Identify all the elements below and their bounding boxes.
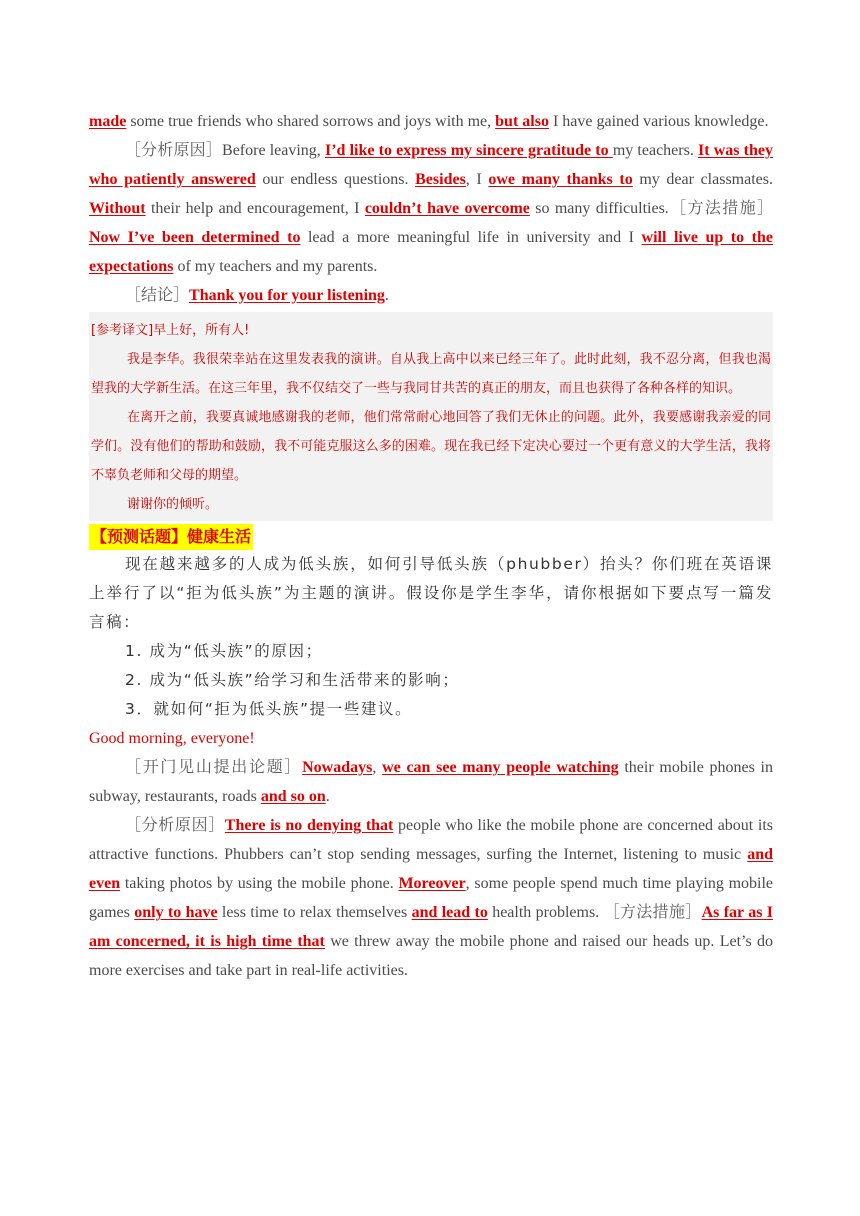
section-tag: ［分析原因］: [125, 142, 223, 159]
section-tag: ［方法措施］: [668, 200, 774, 217]
highlight-phrase: owe many thanks to: [488, 171, 633, 188]
body-text: less time to relax themselves: [217, 904, 412, 921]
translation-line: 我是李华。我很荣幸站在这里发表我的演讲。自从我上高中以来已经三年了。此时此刻，我不忍分离，但我也渴望我的大学新生活。在这三年里，我不仅结交了一些与我同甘共苦的真正的朋友，而且也获得了各种各样的知识。: [91, 352, 771, 396]
highlight-phrase: Nowadays: [302, 759, 373, 776]
highlight-phrase: but also: [495, 113, 549, 130]
highlight-phrase: Now I’ve been determined to: [89, 229, 301, 246]
reference-translation-box: [89, 312, 773, 521]
body-text: people who like the mobile phone are concerned about its attractive functions. Phubbers can’t stop sending messages, surfing the Internet, listening to music: [89, 817, 773, 863]
highlight-phrase: and even: [89, 846, 773, 892]
highlight-phrase: Moreover: [398, 875, 466, 892]
highlight-phrase: Besides: [415, 171, 466, 188]
section-tag: ［结论］: [125, 287, 190, 304]
highlight-phrase: and so on: [260, 788, 326, 805]
paragraph-topic-intro: [89, 753, 773, 811]
section-tag: ［分析原因］: [125, 817, 225, 834]
topic-heading: 【预测话题】健康生活: [89, 524, 253, 550]
highlight-phrase: made: [89, 113, 127, 130]
prompt-item: 3．就如何“拒为低头族”提一些建议。: [125, 700, 413, 718]
body-text: health problems.: [487, 904, 604, 921]
body-text: some true friends who shared sorrows and joys with me,: [126, 113, 496, 130]
greeting: Good morning, everyone!: [89, 730, 255, 747]
section-tag: ［方法措施］: [603, 904, 702, 921]
body-text: I have gained various knowledge.: [548, 113, 769, 130]
highlight-phrase: we can see many people watching: [382, 759, 619, 776]
body-text: my dear classmates.: [632, 171, 773, 188]
highlight-phrase: and lead to: [411, 904, 488, 921]
prompt-item: 1. 成为“低头族”的原因；: [125, 642, 323, 660]
highlight-phrase: couldn’t have overcome: [364, 200, 530, 217]
highlight-phrase: only to have: [134, 904, 218, 921]
paragraph-gratitude: [89, 136, 773, 281]
body-text: taking photos by using the mobile phone.: [120, 875, 399, 892]
section-tag: ［开门见山提出论题］: [125, 759, 303, 776]
prompt-intro: 现在越来越多的人成为低头族，如何引导低头族（phubber）抬头？你们班在英语课上举行了以“拒为低头族”为主题的演讲。假设你是学生李华，请你根据如下要点写一篇发言稿：: [89, 555, 773, 631]
highlight-phrase: As far as I am concerned, it is high time that: [89, 904, 773, 950]
body-text: their mobile phones in subway, restaurants, roads: [89, 759, 774, 805]
body-text: lead a more meaningful life in university and I: [300, 229, 642, 246]
body-text: my teachers.: [612, 142, 698, 159]
translation-line: [参考译文]早上好，所有人!: [91, 323, 250, 338]
highlight-phrase: Thank you for your listening: [189, 287, 385, 304]
body-text: their help and encouragement, I: [145, 200, 365, 217]
paragraph-conclusion: [89, 281, 773, 310]
translation-line: 在离开之前，我要真诚地感谢我的老师，他们常常耐心地回答了我们无休止的问题。此外，我要感谢我亲爱的同学们。没有他们的帮助和鼓励，我不可能克服这么多的困难。现在我已经下定决心要过一个更有意义的大学生活，我将不辜负老师和父母的期望。: [91, 410, 771, 483]
prompt-item: 2. 成为“低头族”给学习和生活带来的影响；: [125, 671, 460, 689]
highlight-phrase: will live up to the expectations: [89, 229, 774, 275]
document-page: [89, 107, 773, 985]
highlight-phrase: It was they who patiently answered: [89, 142, 773, 188]
body-text: , some people spend much time playing mobile games: [89, 875, 774, 921]
highlight-phrase: I’d like to express my sincere gratitude to: [324, 142, 613, 159]
body-text: of my teachers and my parents.: [173, 258, 378, 275]
body-text: .: [384, 287, 389, 304]
body-text: .: [325, 788, 330, 805]
highlight-phrase: Without: [89, 200, 146, 217]
highlight-phrase: There is no denying that: [224, 817, 394, 834]
paragraph-reasons: [89, 811, 773, 985]
body-text: we threw away the mobile phone and raised our heads up. Let’s do more exercises and take part in real-life activities.: [89, 933, 774, 979]
body-text: ,: [372, 759, 383, 776]
body-text: , I: [465, 171, 489, 188]
body-text: our endless questions.: [255, 171, 416, 188]
paragraph-friends: [89, 107, 773, 136]
body-text: Before leaving,: [222, 142, 325, 159]
translation-line: 谢谢你的倾听。: [127, 497, 219, 512]
body-text: so many difficulties.: [529, 200, 669, 217]
